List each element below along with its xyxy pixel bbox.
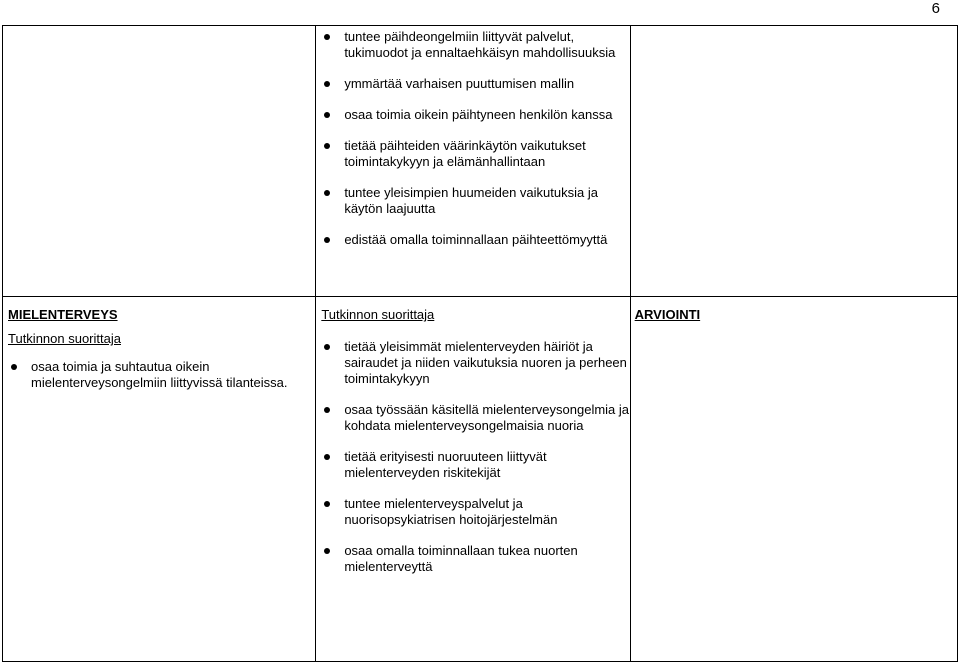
col2-subheading: Tutkinnon suorittaja: [321, 307, 435, 322]
top-row-empty-cell-right: [630, 26, 957, 297]
table-row-substance-abuse: [3, 26, 958, 297]
list-item: ymmärtää varhaisen puuttumisen mallin: [316, 76, 629, 92]
top-row-empty-cell-left: [3, 26, 316, 297]
list-item: osaa omalla toiminnallaan tukea nuorten mielenterveyttä: [316, 543, 629, 575]
list-item: osaa työssään käsitellä mielenterveysongelmia ja kohdata mielenterveysongelmaisia nuoria: [316, 402, 629, 434]
mental-health-criteria-list: [316, 339, 629, 575]
mental-health-goal-list: [3, 359, 315, 391]
col1-subheading: Tutkinnon suorittaja: [8, 331, 121, 346]
mental-health-title-cell: [3, 297, 316, 662]
section-heading-mielenterveys: MIELENTERVEYS: [8, 307, 118, 322]
criteria-table: [2, 25, 958, 662]
assessment-cell: [630, 297, 957, 662]
list-item: tietää päihteiden väärinkäytön vaikutukset toimintakykyyn ja elämänhallintaan: [316, 138, 629, 170]
substance-criteria-list: [316, 29, 629, 248]
list-item: edistää omalla toiminnallaan päihteettömyyttä: [316, 232, 629, 248]
list-item: osaa toimia ja suhtautua oikein mielenterveysongelmiin liittyvissä tilanteissa.: [3, 359, 315, 391]
list-item: tietää yleisimmät mielenterveyden häiriöt ja sairaudet ja niiden vaikutuksia nuoren ja perheen toimintakykyyn: [316, 339, 629, 387]
page-number: 6: [931, 0, 940, 17]
assessment-heading: ARVIOINTI: [634, 307, 701, 322]
table-row-mental-health: [3, 297, 958, 662]
list-item: tuntee mielenterveyspalvelut ja nuorisopsykiatrisen hoitojärjestelmän: [316, 496, 629, 528]
top-row-criteria-cell: [316, 26, 630, 297]
list-item: tuntee päihdeongelmiin liittyvät palvelut, tukimuodot ja ennaltaehkäisyn mahdollisuuksia: [316, 29, 629, 61]
list-item: osaa toimia oikein päihtyneen henkilön kanssa: [316, 107, 629, 123]
list-item: tietää erityisesti nuoruuteen liittyvät mielenterveyden riskitekijät: [316, 449, 629, 481]
list-item: tuntee yleisimpien huumeiden vaikutuksia ja käytön laajuutta: [316, 185, 629, 217]
mental-health-criteria-cell: [316, 297, 630, 662]
